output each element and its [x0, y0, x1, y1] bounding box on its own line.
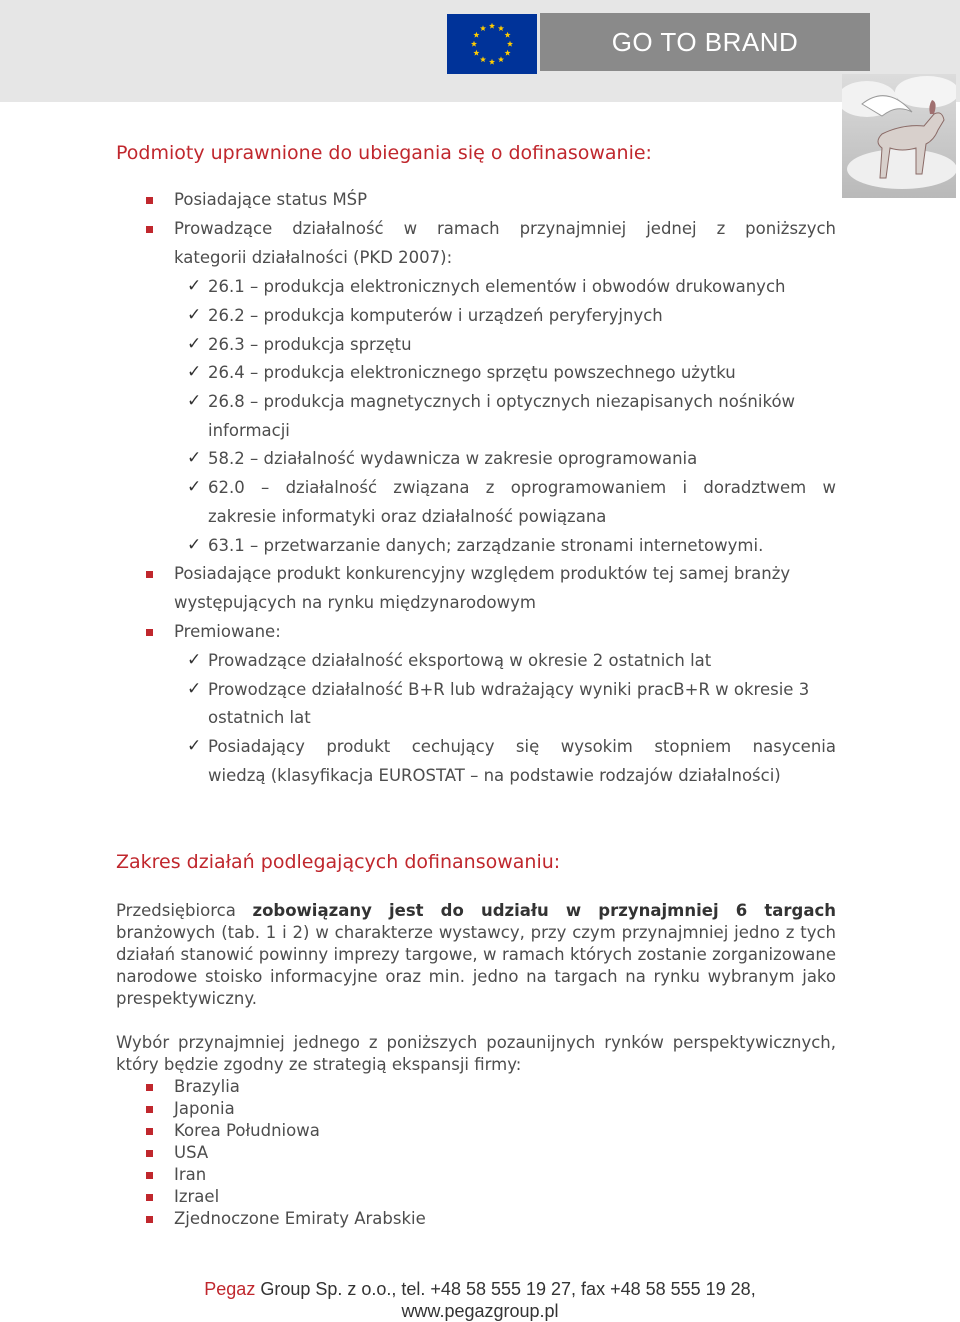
market-item: Iran	[174, 1165, 207, 1184]
paragraph-bold-text: zobowiązany jest do udziału w przynajmniej 6 targach	[252, 901, 836, 920]
checkmark-icon: ✓	[187, 362, 202, 382]
bullet-square-icon	[146, 1084, 153, 1091]
checkmark-icon: ✓	[187, 477, 202, 497]
paragraph-text: Przedsiębiorca	[116, 901, 253, 920]
bullet-square-icon	[146, 197, 153, 204]
bullet-square-icon	[146, 571, 153, 578]
premium-item-continuation: wiedzą (klasyfikacja EUROSTAT – na podstawie rodzajów działalności)	[208, 766, 781, 785]
bullet-square-icon	[146, 1128, 153, 1135]
bullet-square-icon	[146, 629, 153, 636]
footer-website-link[interactable]: www.pegazgroup.pl	[401, 1301, 559, 1321]
brand-title: GO TO BRAND	[611, 26, 799, 57]
checkmark-icon: ✓	[187, 276, 202, 296]
checkmark-icon: ✓	[187, 679, 202, 699]
pkd-item: 26.8 – produkcja magnetycznych i optycznych niezapisanych nośników	[208, 392, 796, 411]
section-title-eligible: Podmioty uprawnione do ubiegania się o dofinasowanie:	[116, 142, 652, 164]
eu-flag-icon	[447, 14, 537, 74]
list-item: Premiowane:	[174, 622, 281, 641]
paragraph-obligation	[116, 900, 836, 1010]
list-item-continuation: występujących na rynku międzynarodowym	[174, 593, 536, 612]
market-item: USA	[174, 1143, 209, 1162]
paragraph-text: branżowych (tab. 1 i 2) w charakterze wystawcy, przy czym przynajmniej jedno z tych działań stanowić powinny imprezy targowe, w ramach których zostanie zorganizowane narodowe stoisko informacyjne oraz min. jedno na targach na rynku wybranym jako prespektywiczny.	[116, 923, 836, 1008]
footer-contact	[0, 1279, 960, 1300]
premium-item-continuation: ostatnich lat	[208, 708, 311, 727]
checkmark-icon: ✓	[187, 448, 202, 468]
pkd-item: 26.1 – produkcja elektronicznych elementów i obwodów drukowanych	[208, 277, 786, 296]
list-item: Prowadzące działalność w ramach przynajmniej jednej z poniższych	[174, 219, 836, 238]
premium-item: Prowadzące działalność eksportową w okresie 2 ostatnich lat	[208, 651, 712, 670]
bullet-square-icon	[146, 1106, 153, 1113]
pkd-item: 58.2 – działalność wydawnicza w zakresie oprogramowania	[208, 449, 698, 468]
premium-item: Prowodzące działalność B+R lub wdrażający wyniki pracB+R w okresie 3	[208, 680, 810, 699]
footer-contact-text: Group Sp. z o.o., tel. +48 58 555 19 27, fax +48 58 555 19 28,	[255, 1279, 756, 1299]
pkd-item: 62.0 – działalność związana z oprogramowaniem i doradztwem w	[208, 478, 836, 497]
market-item: Brazylia	[174, 1077, 240, 1096]
checkmark-icon: ✓	[187, 305, 202, 325]
pkd-item-continuation: informacji	[208, 421, 290, 440]
pkd-item-continuation: zakresie informatyki oraz działalność powiązana	[208, 507, 607, 526]
premium-item: Posiadający produkt cechujący się wysokim stopniem nasycenia	[208, 737, 836, 756]
checkmark-icon: ✓	[187, 736, 202, 756]
bullet-square-icon	[146, 226, 153, 233]
checkmark-icon: ✓	[187, 391, 202, 411]
pkd-item: 26.4 – produkcja elektronicznego sprzętu powszechnego użytku	[208, 363, 736, 382]
bullet-square-icon	[146, 1172, 153, 1179]
list-item-continuation: kategorii działalności (PKD 2007):	[174, 248, 453, 267]
footer-pegaz: Pegaz	[204, 1279, 256, 1299]
bullet-square-icon	[146, 1194, 153, 1201]
list-item: Posiadające status MŚP	[174, 190, 368, 209]
checkmark-icon: ✓	[187, 650, 202, 670]
market-item: Korea Południowa	[174, 1121, 320, 1140]
pegasus-logo-icon	[842, 74, 956, 198]
section-title-scope: Zakres działań podlegających dofinansowaniu:	[116, 851, 561, 873]
market-item: Zjednoczone Emiraty Arabskie	[174, 1209, 426, 1228]
market-item: Izrael	[174, 1187, 220, 1206]
bullet-square-icon	[146, 1150, 153, 1157]
checkmark-icon: ✓	[187, 334, 202, 354]
list-item: Posiadające produkt konkurencyjny względem produktów tej samej branży	[174, 564, 791, 583]
paragraph-markets: Wybór przynajmniej jednego z poniższych pozaunijnych rynków perspektywicznych, który będzie zgodny ze strategią ekspansji firmy:	[116, 1033, 836, 1074]
pkd-item: 26.3 – produkcja sprzętu	[208, 335, 412, 354]
brand-bar	[540, 13, 870, 71]
pkd-item: 63.1 – przetwarzanie danych; zarządzanie stronami internetowymi.	[208, 536, 764, 555]
pkd-item: 26.2 – produkcja komputerów i urządzeń peryferyjnych	[208, 306, 663, 325]
bullet-square-icon	[146, 1216, 153, 1223]
market-item: Japonia	[174, 1099, 235, 1118]
checkmark-icon: ✓	[187, 535, 202, 555]
